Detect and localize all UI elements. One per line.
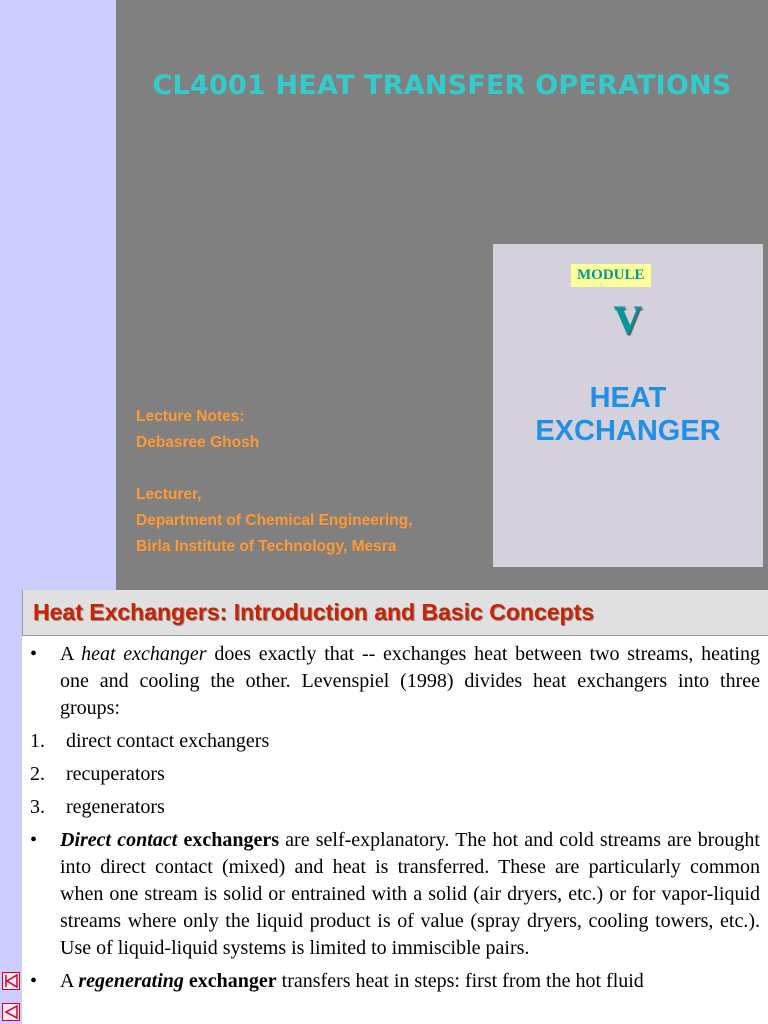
bullet-marker: • [30,643,38,665]
author-institute: Birla Institute of Technology, Mesra [136,538,397,555]
module-panel [493,244,763,567]
list-item: 2. recuperators [30,763,165,785]
author-position: Lecturer, [136,486,202,503]
list-item: 3. regenerators [30,796,165,818]
title-slide-body [116,0,768,590]
bullet-marker: • [30,829,38,851]
slide-title: Heat Exchangers: Introduction and Basic Concepts [33,599,595,625]
bullet-direct-contact: • Direct contact exchangers are self-explanatory. The hot and cold streams are brought into direct contact (mixed) and heat is transferred. These are particularly common when one stream is solid or entrained with a solid (air dryers, etc.) or for vapor-liquid streams where only the liquid product is of value (spray dryers, cooling towers, etc.). Use of liquid-liquid systems is limited to immiscible pairs. [30,829,760,959]
term-direct-contact: Direct contact [60,829,178,851]
module-number: V [613,297,643,342]
slide-body [30,641,760,1001]
lecture-notes-label: Lecture Notes: [136,408,245,425]
course-title: CL4001 HEAT TRANSFER OPERATIONS [152,70,732,101]
left-sidebar-band [0,0,116,590]
author-info [136,404,496,560]
bullet-marker: • [30,970,38,992]
content-slide [0,590,768,1024]
first-page-icon[interactable] [2,972,20,990]
slide-header [22,590,768,636]
author-department: Department of Chemical Engineering, [136,512,413,529]
term-heat-exchanger: heat exchanger [81,643,207,665]
previous-page-icon[interactable] [2,1003,20,1021]
module-label: MODULE [571,264,651,287]
term-regenerating: regenerating [78,970,184,992]
module-topic [493,382,763,448]
module-topic-line2: EXCHANGER [535,415,721,447]
module-topic-line1: HEAT [589,382,667,414]
bullet-heat-exchanger-definition: • A heat exchanger does exactly that -- exchanges heat between two streams, heating one and cooling the other. Levenspiel (1998) divides heat exchangers into three groups: [30,643,760,719]
bullet-regenerating: • A regenerating exchanger transfers heat in steps: first from the hot fluid [30,968,760,995]
left-sidebar-band [0,590,22,1024]
list-item: 1. direct contact exchangers [30,730,270,752]
author-name: Debasree Ghosh [136,434,260,451]
